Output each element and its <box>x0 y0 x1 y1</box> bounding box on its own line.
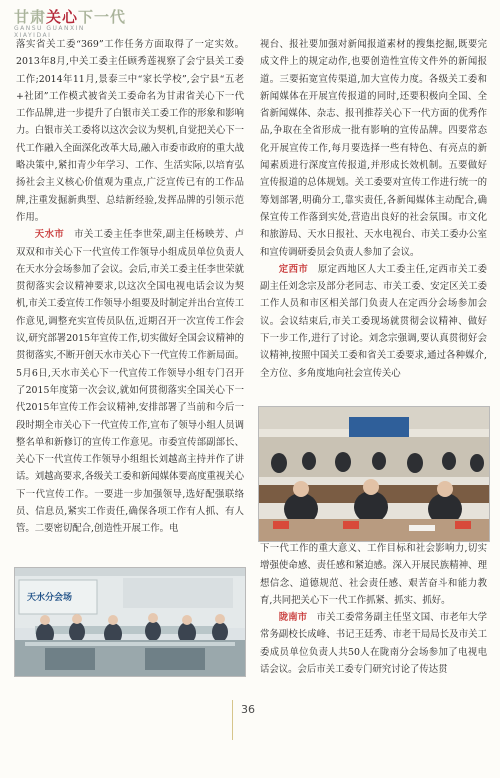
logo-pinyin: GANSU GUANXIN XIAYIDAI <box>14 25 85 39</box>
page-number: 36 <box>241 703 255 716</box>
meeting-banner: 天水分会场 <box>27 593 73 603</box>
logo-title: 甘肃关心下一代 <box>14 8 127 26</box>
paragraph-tianshui-cont: 视台、报社要加强对新闻报道素材的搜集挖掘,既要完成文件上的规定动作,也要创造性宣传文件外的新闻报道。三要拓宽宣传渠道,加大宣传力度。各级关工委和新闻媒体在开展宣传报道的同时,还要积极向全国、全省新闻媒体、杂志、报刊推荐关心下一代方面的优秀作品,争取在全省形成一批有影响的宣传品牌。四要常态化开展宣传工作,每月要选择一些有特色、有亮点的新闻素质进行深度宣传报道,并形成长效机制。五要做好宣传报道的总体规划。关工委要对宣传工作进行统一的筹划部署,明确分工,靠实责任,各新闻媒体主动配合,确保宣传工作落到实处,营造出良好的社会氛围。市文化和旅游局、天水日报社、天水电视台、市关工委办公室和宣传调研委员会负责人参加了会议。 <box>260 39 487 258</box>
paragraph-dingxi-cont: 下一代工作的重大意义、工作目标和社会影响力,切实增强使命感、责任感和紧迫感。深入开展民族精神、理想信念、道德规范、社会责任感、艰苦奋斗和能力教育,共同把关心下一代工作抓紧、抓实、抓好。 <box>260 543 487 606</box>
photo-tianshui-meeting <box>14 567 246 677</box>
footer-divider <box>232 700 233 740</box>
left-column-text <box>16 36 244 538</box>
right-column-text-upper <box>260 36 487 382</box>
masthead-logo <box>14 6 164 40</box>
photo-dingxi-meeting <box>258 406 490 542</box>
paragraph-dingxi: 定西市 原定西地区人大工委主任,定西市关工委副主任刘念宗及部分老同志、市关工委、安定区关工委工作人员和市区相关部门负责人在定西分会场参加会议。会议结束后,市关工委现场就贯彻会议精神、做好下一步工作,进行了讨论。刘念宗强调,要认真贯彻好会议精神,按照中国关工委和省关工委要求,通过各种媒介,全方位、多角度地向社会宣传关心 <box>260 263 487 379</box>
city-name-dingxi: 定西市 <box>278 263 309 275</box>
paragraph-longnan: 陇南市 市关工委常务副主任坚文国、市老年大学常务副校长成峰、书记王廷秀、市老干局局长及市关工委成员单位负责人共50人在陇南分会场参加了电视电话会议。会后市关工委专门研究讨论了传达贯 <box>260 612 487 676</box>
paragraph-baiyin: 落实省关工委“369”工作任务方面取得了一定实效。2013年8月,中关工委主任顾秀莲视察了会宁县关工委工作;2014年11月,景泰三中“家长学校”,会宁县“五老+社团”工作模式被省关工委命名为甘肃省关心下一代工作品牌,进一步提升了白银市关工委工作的形象和影响力。白银市关工委将以这次会议为契机,自觉把关心下一代工作融入全面深化改革大局,融入市委市政府的重大战略决策中,紧扣青少年学习、工作、生活实际,以培育弘扬社会主义核心价值观为重点,广泛宣传已有的工作品牌,注重发掘新典型、总结新经验,发挥品牌的引领示范作用。 <box>16 39 244 223</box>
city-name-tianshui: 天水市 <box>34 229 65 241</box>
right-column-text-lower <box>260 540 487 678</box>
city-name-longnan: 陇南市 <box>278 612 308 624</box>
paragraph-tianshui: 天水市 市关工委主任李世荣,副主任杨映芳、卢双双和市关心下一代宣传工作领导小组成员单位负责人在天水分会场参加了会议。会后,市关工委主任李世荣就贯彻落实会议精神要求,以这次全国电视电话会议为契机,市关工委宣传工作领导小组要及时制定并出台宣传工作意见,调整充实宣传员队伍,近期召开一次宣传工作会议,研究部署2015年宣传工作,切实做好全国会议精神的贯彻落实,不断开创天水市关心下一代宣传工作新局面。5月6日,天水市关心下一代宣传工作领导小组专门召开了2015年度第一次会议,就如何贯彻落实全国关心下一代2015年宣传工作会议精神,安排部署了当前和今后一段时期全市关心下一代宣传工作,宣布了领导小组人员调整名单和新修订的宣传工作意见。市委宣传部副部长、关心下一代宣传工作领导小组组长刘越高主持并作了讲话。刘越高要求,各级关工委和新闻媒体要高度重视关心下一代宣传工作。一要进一步加强领导,选好配强联络员、信息员,紧实工作责任,确保各项工作有人抓、有人管。二要密切配合,创造性开展工作。电 <box>16 229 244 535</box>
